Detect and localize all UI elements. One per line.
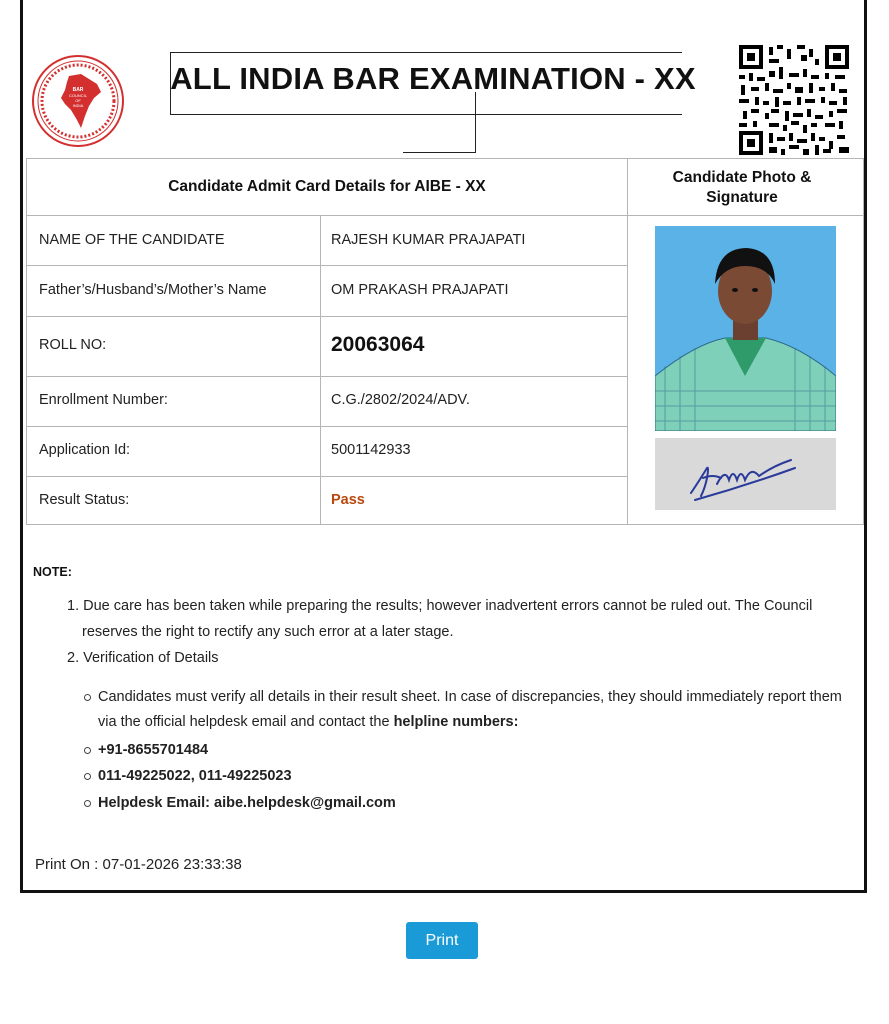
logo-text-2: COUNCIL (68, 93, 88, 98)
row-separator (26, 426, 627, 427)
roll-no-label: ROLL NO: (39, 337, 107, 353)
row-separator (26, 476, 627, 477)
photo-signature-heading: Candidate Photo & Signature (672, 169, 812, 206)
application-id-label: Application Id: (39, 442, 131, 458)
bar-council-logo (31, 54, 125, 148)
title-border-top (170, 52, 682, 53)
helpline-label: helpline numbers: (393, 714, 519, 730)
title-border-mid (170, 114, 682, 115)
table-bottom-border (26, 524, 864, 525)
logo-text-4: INDIA (72, 103, 84, 108)
print-timestamp: Print On : 07-01-2026 23:33:38 (35, 856, 242, 873)
admit-card (20, 0, 867, 893)
admit-card-heading: Candidate Admit Card Details for AIBE - XX (168, 178, 486, 195)
table-top-border (26, 158, 864, 159)
parent-name-label: Father’s/Husband’s/Mother’s Name (39, 282, 267, 298)
candidate-signature (655, 438, 836, 510)
title-border-right (475, 92, 476, 152)
row-separator (26, 316, 627, 317)
qr-code (739, 45, 849, 155)
enrollment-label: Enrollment Number: (39, 392, 168, 408)
application-id-value: 5001142933 (331, 442, 411, 458)
result-status-value: Pass (331, 492, 365, 508)
row-separator (26, 376, 627, 377)
note-bullet-1-text: via the official helpdesk email and contact the (98, 714, 394, 730)
candidate-photo (655, 226, 836, 431)
logo-text-1: BAR (72, 87, 84, 93)
helpline-landline: 011-49225022, 011-49225023 (98, 763, 292, 789)
table-divider (627, 158, 628, 525)
name-value: RAJESH KUMAR PRAJAPATI (331, 232, 526, 248)
note-item-1: 1. Due care has been taken while preparing the results; however inadvertent errors cannot be ruled out. The Council (67, 598, 813, 614)
table-col-divider (320, 215, 321, 525)
table-header-border (26, 215, 864, 216)
note-bullet-1: Candidates must verify all details in their result sheet. In case of discrepancies, they should immediately report them (98, 684, 858, 710)
table-right-border (863, 158, 864, 525)
note-heading: NOTE: (33, 565, 72, 579)
parent-name-value: OM PRAKASH PRAJAPATI (331, 282, 509, 298)
helpdesk-email: Helpdesk Email: aibe.helpdesk@gmail.com (98, 790, 396, 816)
table-left-border (26, 158, 27, 525)
name-label: NAME OF THE CANDIDATE (39, 232, 225, 248)
note-item-1-cont: reserves the right to rectify any such error at a later stage. (82, 624, 454, 640)
print-button[interactable]: Print (406, 922, 478, 959)
helpline-mobile: +91-8655701484 (98, 737, 208, 763)
row-separator (26, 265, 627, 266)
exam-title: ALL INDIA BAR EXAMINATION - XX (170, 61, 696, 96)
roll-no-value: 20063064 (331, 333, 425, 356)
logo-text-3: OF (75, 98, 81, 103)
note-item-2: 2. Verification of Details (67, 650, 219, 666)
enrollment-value: C.G./2802/2024/ADV. (331, 392, 470, 408)
result-status-label: Result Status: (39, 492, 130, 508)
note-bullet-1-cont (98, 709, 518, 735)
title-border-bottom (403, 152, 476, 153)
